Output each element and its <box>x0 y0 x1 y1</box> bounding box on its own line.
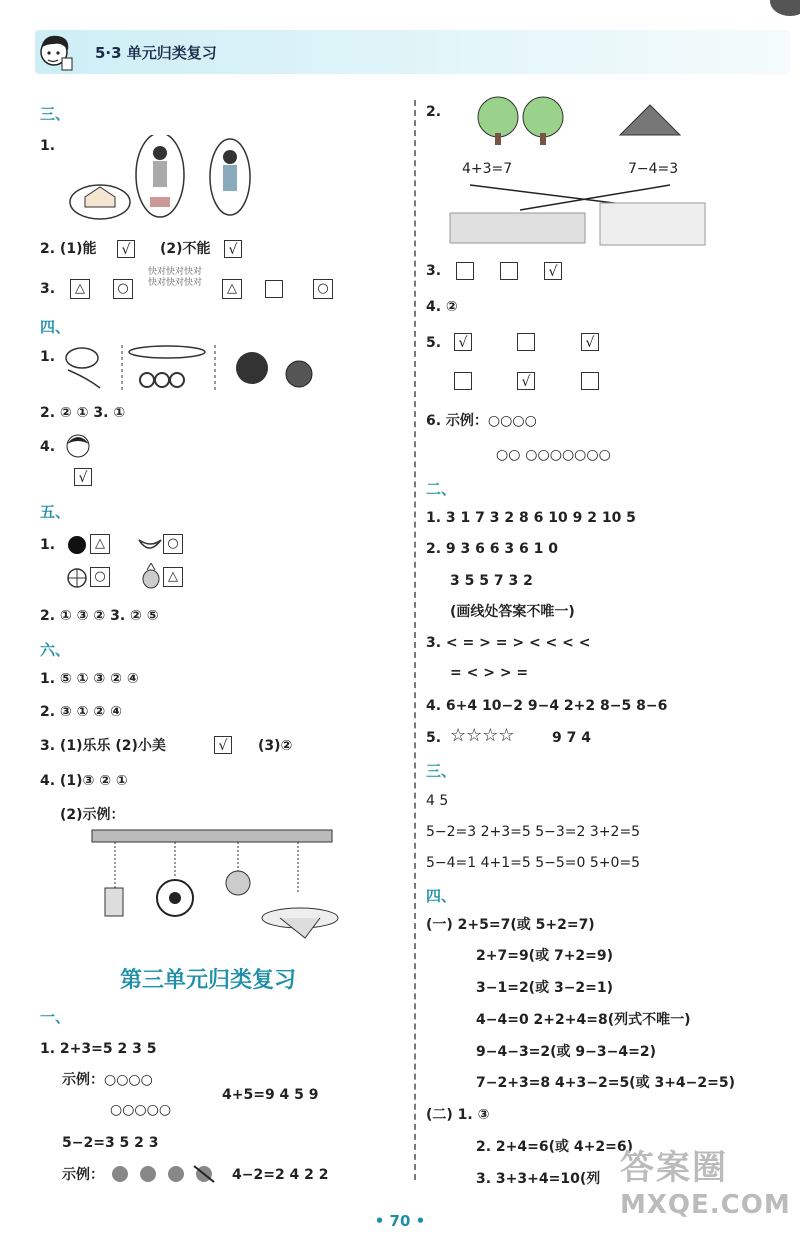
q1-label: 1. <box>40 138 56 154</box>
unit-title: 第三单元归类复习 <box>120 968 297 993</box>
stars-icon: ☆☆☆☆ <box>450 725 515 746</box>
q2-equation-2: 7−4=3 <box>628 161 679 177</box>
shape-box: △ <box>163 567 183 587</box>
q3-tail: (3)② <box>258 738 293 754</box>
answer-box: √ <box>517 372 535 390</box>
section-5-title: 五、 <box>40 503 71 521</box>
s4-b2: 2. 2+4=6(或 4+2=6) <box>476 1139 633 1155</box>
answer-box: √ <box>581 333 599 351</box>
header-banner <box>35 30 790 74</box>
u1-q1b: 5−2=3 5 2 3 <box>62 1135 159 1151</box>
q3-answer: 3. (1)乐乐 (2)小美 <box>40 738 166 754</box>
s2-q3: 3. < = > = > < < < < <box>426 635 591 651</box>
ball-icon <box>66 534 90 556</box>
s2-q2b: 3 5 5 7 3 2 <box>450 573 533 589</box>
corner-decoration <box>770 0 800 16</box>
s4-b1: (二) 1. ③ <box>426 1107 490 1123</box>
section-4-title: 四、 <box>40 318 71 336</box>
answer-box: √ <box>74 468 92 486</box>
s4-a5: 9−4−3=2(或 9−3−4=2) <box>476 1044 656 1060</box>
column-divider <box>414 100 416 1180</box>
s2-q3b: = < > > = <box>450 665 529 681</box>
u1-q1: 1. 2+3=5 2 3 5 <box>40 1041 157 1057</box>
q2-answer: 2. ② ① 3. ① <box>40 405 126 421</box>
u1-example1c: 4+5=9 4 5 9 <box>222 1087 319 1103</box>
answer-box: √ <box>224 240 242 258</box>
header-title: 5·3 单元归类复习 <box>95 44 217 62</box>
shape-box: △ <box>90 534 110 554</box>
watermark-url: MXQE.COM <box>620 1190 791 1220</box>
shape-box: ○ <box>163 534 183 554</box>
answer-box: √ <box>454 333 472 351</box>
section-3-title: 三、 <box>40 105 71 123</box>
q4-answer: 4. (1)③ ② ① <box>40 773 128 789</box>
q4-1-illustration <box>62 340 332 395</box>
u1-example1: 示例：○○○○ <box>62 1072 153 1088</box>
right-section-4-title: 四、 <box>426 887 457 905</box>
right-section-3-title: 三、 <box>426 762 457 780</box>
answer-box <box>517 333 535 351</box>
q4-answer: 4. ② <box>426 299 458 315</box>
q1-label: 1. <box>40 349 56 365</box>
shape-box: ○ <box>90 567 110 587</box>
s4-a3: 3−1=2(或 3−2=1) <box>476 980 614 996</box>
section-6-title: 六、 <box>40 641 71 659</box>
s4-b3: 3. 3+3+4=10(列 <box>476 1171 601 1187</box>
q1-label: 1. <box>40 537 56 553</box>
q3-label: 3. <box>426 263 442 279</box>
u1-example2: 示例： <box>62 1167 104 1183</box>
u1-example2b: 4−2=2 4 2 2 <box>232 1167 329 1183</box>
q4-example: (2)示例： <box>60 807 125 823</box>
answer-box <box>500 262 518 280</box>
s2-q2: 2. 9 3 6 6 3 6 1 0 <box>426 541 558 557</box>
s2-q5-tail: 9 7 4 <box>552 730 591 746</box>
answer-box: √ <box>544 262 562 280</box>
q1-illustration <box>65 135 255 223</box>
s2-note: (画线处答案不唯一) <box>450 604 575 620</box>
q4-label: 4. <box>40 439 56 455</box>
s2-q4: 4. 6+4 10−2 9−4 2+2 8−5 8−6 <box>426 698 668 714</box>
s2-q5: 5. <box>426 730 442 746</box>
watermark-small: 快对快对快对 <box>148 267 203 277</box>
answer-box <box>454 372 472 390</box>
shape-box: △ <box>70 279 90 299</box>
q6-answer-b: ○○ ○○○○○○○ <box>496 447 611 463</box>
s3-line2: 5−2=3 2+3=5 5−3=2 3+2=5 <box>426 824 641 840</box>
q2-equation-1: 4+3=7 <box>462 161 513 177</box>
s3-line3: 5−4=1 4+1=5 5−5=0 5+0=5 <box>426 855 641 871</box>
q2-label: 2. <box>426 104 442 120</box>
shape-box: ○ <box>313 279 333 299</box>
s4-a1: (一) 2+5=7(或 5+2=7) <box>426 917 595 933</box>
shape-box: ○ <box>113 279 133 299</box>
q6-answer: 6. 示例：○○○○ <box>426 413 537 429</box>
s4-a2: 2+7=9(或 7+2=9) <box>476 948 614 964</box>
beach-ball-icon <box>66 567 90 589</box>
page-number: • 70 • <box>374 1212 426 1230</box>
u1-example1b: ○○○○○ <box>110 1102 172 1118</box>
shape-box <box>265 280 283 298</box>
shape-box: △ <box>222 279 242 299</box>
girl-icon <box>64 432 92 460</box>
flower-icons <box>110 1162 220 1186</box>
q2-part2: (2)不能 <box>160 241 211 257</box>
hanging-toys-illustration <box>90 828 350 948</box>
right-section-2-title: 二、 <box>426 480 457 498</box>
q2-label: 2. (1)能 <box>40 241 97 257</box>
pineapple-icon <box>140 563 162 589</box>
answer-box <box>456 262 474 280</box>
q2-answer: 2. ① ③ ② 3. ② ⑤ <box>40 608 159 624</box>
mascot-icon <box>36 30 76 74</box>
unit-section-1-title: 一、 <box>40 1008 71 1026</box>
watermark-text: 答案圈 <box>620 1148 728 1188</box>
banana-icon <box>137 534 163 556</box>
q5-label: 5. <box>426 335 442 351</box>
q1-answer: 1. ⑤ ① ③ ② ④ <box>40 671 139 687</box>
answer-box: √ <box>214 736 232 754</box>
s4-a6: 7−2+3=8 4+3−2=5(或 3+4−2=5) <box>476 1075 736 1091</box>
answer-box <box>581 372 599 390</box>
s3-line1: 4 5 <box>426 793 449 809</box>
s4-a4: 4−4=0 2+2+4=8(列式不唯一) <box>476 1012 691 1028</box>
q2-answer: 2. ③ ① ② ④ <box>40 704 122 720</box>
q3-label: 3. <box>40 281 56 297</box>
s2-q1: 1. 3 1 7 3 2 8 6 10 9 2 10 5 <box>426 510 636 526</box>
watermark-small: 快对快对快对 <box>148 278 203 288</box>
answer-box: √ <box>117 240 135 258</box>
